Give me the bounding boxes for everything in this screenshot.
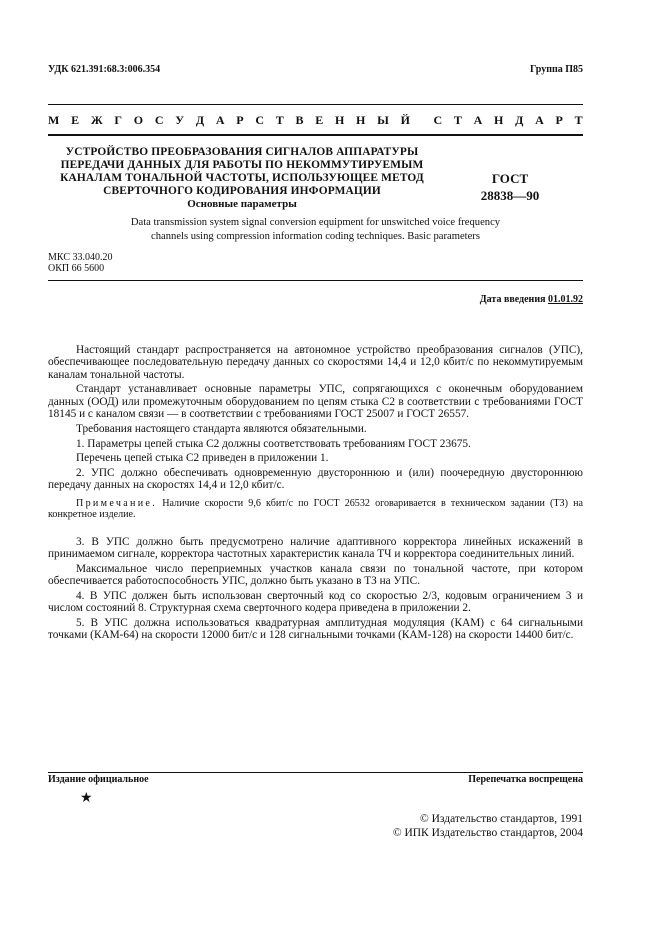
banner-letter: Д	[515, 113, 524, 127]
banner-letter: М	[48, 113, 60, 127]
reprint-prohibited: Перепечатка воспрещена	[468, 774, 583, 785]
banner-letter: Н	[494, 113, 504, 127]
banner-letter: Р	[555, 113, 563, 127]
banner-letter: В	[295, 113, 304, 127]
paragraph: Перечень цепей стыка С2 приведен в приложении 1.	[76, 452, 329, 465]
english-title-line: channels using compression information coding techniques. Basic parameters	[151, 231, 480, 242]
official-edition: Издание официальное	[48, 774, 149, 785]
english-title	[48, 216, 583, 244]
banner-letter: Ж	[90, 113, 103, 127]
codes-rule	[48, 280, 583, 281]
standard-title	[48, 146, 436, 198]
banner-rule	[48, 134, 583, 136]
banner-letter: С	[154, 113, 164, 127]
copyright-line: © Издательство стандартов, 1991	[419, 813, 583, 825]
banner-letter: С	[433, 113, 443, 127]
banner-letter: Т	[453, 113, 462, 127]
title-line: СВЕРТОЧНОГО КОДИРОВАНИЯ ИНФОРМАЦИИ	[103, 185, 381, 197]
banner-letter: Й	[400, 113, 410, 127]
title-line: КАНАЛАМ ТОНАЛЬНОЙ ЧАСТОТЫ, ИСПОЛЬЗУЮЩЕЕ МЕТОД	[60, 172, 424, 184]
paragraph: 1. Параметры цепей стыка С2 должны соответствовать требованиям ГОСТ 23675.	[76, 437, 471, 450]
banner-letter: С	[255, 113, 264, 127]
paragraph: Стандарт устанавливает основные параметры УПС, сопрягающихся с оконечным оборудованием данных (ООД) или промежуточным оборудованием по цепям стыка С2 в соответствии с требованиями ГОСТ 18145 и с каналом связи — в соответствии с требованиями ГОСТ 25007 и ГОСТ 26557.	[48, 383, 583, 420]
banner-letter: Д	[195, 113, 205, 127]
udk-code: УДК 621.391:68.3:006.354	[48, 64, 161, 75]
interstate-standard-banner	[48, 113, 583, 128]
banner-letter: А	[473, 113, 483, 127]
banner-letter: Е	[315, 113, 324, 127]
title-line: УСТРОЙСТВО ПРЕОБРАЗОВАНИЯ СИГНАЛОВ АППАРАТУРЫ	[65, 146, 419, 158]
banner-letter: Ы	[377, 113, 389, 127]
paragraph: 4. В УПС должен быть использован сверточный код со скоростью 2/3, кодовым ограничением 3 и числом состояний 8. Структурная схема сверточного кодера приведена в приложении 2.	[48, 589, 583, 615]
copyright-line: © ИПК Издательство стандартов, 2004	[392, 827, 583, 839]
mks-code: МКС 33.040.20	[48, 252, 113, 263]
note	[48, 498, 583, 521]
banner-letter: Р	[236, 113, 244, 127]
paragraph: 3. В УПС должно быть предусмотрено наличие адаптивного корректора линейных искажений в принимаемом сигнале, корректора частотных характеристик канала ТЧ и корректора соединительных линий.	[48, 535, 583, 561]
banner-letter: Е	[71, 113, 80, 127]
english-title-line: Data transmission system signal conversion equipment for unswitched voice frequency	[130, 217, 501, 228]
banner-letter: Н	[334, 113, 345, 127]
gost-number: 28838—90	[480, 188, 540, 203]
copyright	[393, 812, 583, 840]
footer-rule	[48, 772, 583, 773]
banner-letter: У	[175, 113, 185, 127]
date-label: Дата введения	[479, 294, 546, 305]
paragraph: Настоящий стандарт распространяется на автономное устройство преобразования сигналов (УПС), обеспечивающее последовательную передачу данных со скоростями 14,4 и 12,0 кбит/с по некоммутируемым каналам тональной частоты.	[48, 344, 583, 381]
banner-letter: Т	[275, 113, 284, 127]
classification-codes	[48, 252, 112, 274]
date-value: 01.01.92	[548, 294, 583, 305]
paragraph: Максимальное число переприемных участков канала связи по тональной частоте, при котором обеспечивается работоспособность УПС, должно быть указано в ТЗ на УПС.	[48, 562, 583, 588]
star-icon: ★	[80, 791, 93, 806]
banner-letter: О	[133, 113, 144, 127]
banner-letter: Г	[114, 113, 123, 127]
gost-label: ГОСТ	[491, 171, 529, 186]
group-code: Группа П85	[530, 64, 583, 75]
note-label: Примечание.	[76, 497, 158, 509]
paragraph: 5. В УПС должна использоваться квадратурная амплитудная модуляция (КАМ) с 64 сигнальными точками (КАМ-64) на скорости 12000 бит/с и 128 сигнальными точками (КАМ-128) на скорости 14400 бит/с.	[48, 617, 583, 642]
note-text: Наличие скорости 9,6 кбит/с по ГОСТ 26532 оговаривается в техническом задании (ТЗ) на конкретное изделие.	[48, 497, 583, 521]
gost-designation	[450, 170, 570, 204]
banner-letter: А	[535, 113, 544, 127]
okp-code: ОКП 66 5600	[48, 263, 105, 274]
banner-letter: Н	[356, 113, 366, 127]
paragraph: 2. УПС должно обеспечивать одновременную двустороннюю и (или) поочередную двустороннюю передачу данных на скоростях 14,4 и 12,0 кбит/с.	[48, 467, 583, 492]
introduction-date	[480, 294, 583, 305]
title-line: ПЕРЕДАЧИ ДАННЫХ ДЛЯ РАБОТЫ ПО НЕКОММУТИРУЕМЫМ	[60, 159, 424, 171]
banner-letter: А	[215, 113, 225, 127]
banner-letter: Т	[574, 113, 583, 127]
standard-subtitle: Основные параметры	[187, 198, 297, 210]
top-rule	[48, 104, 583, 105]
standard-body	[48, 344, 583, 644]
paragraph: Требования настоящего стандарта являются обязательными.	[76, 422, 367, 435]
